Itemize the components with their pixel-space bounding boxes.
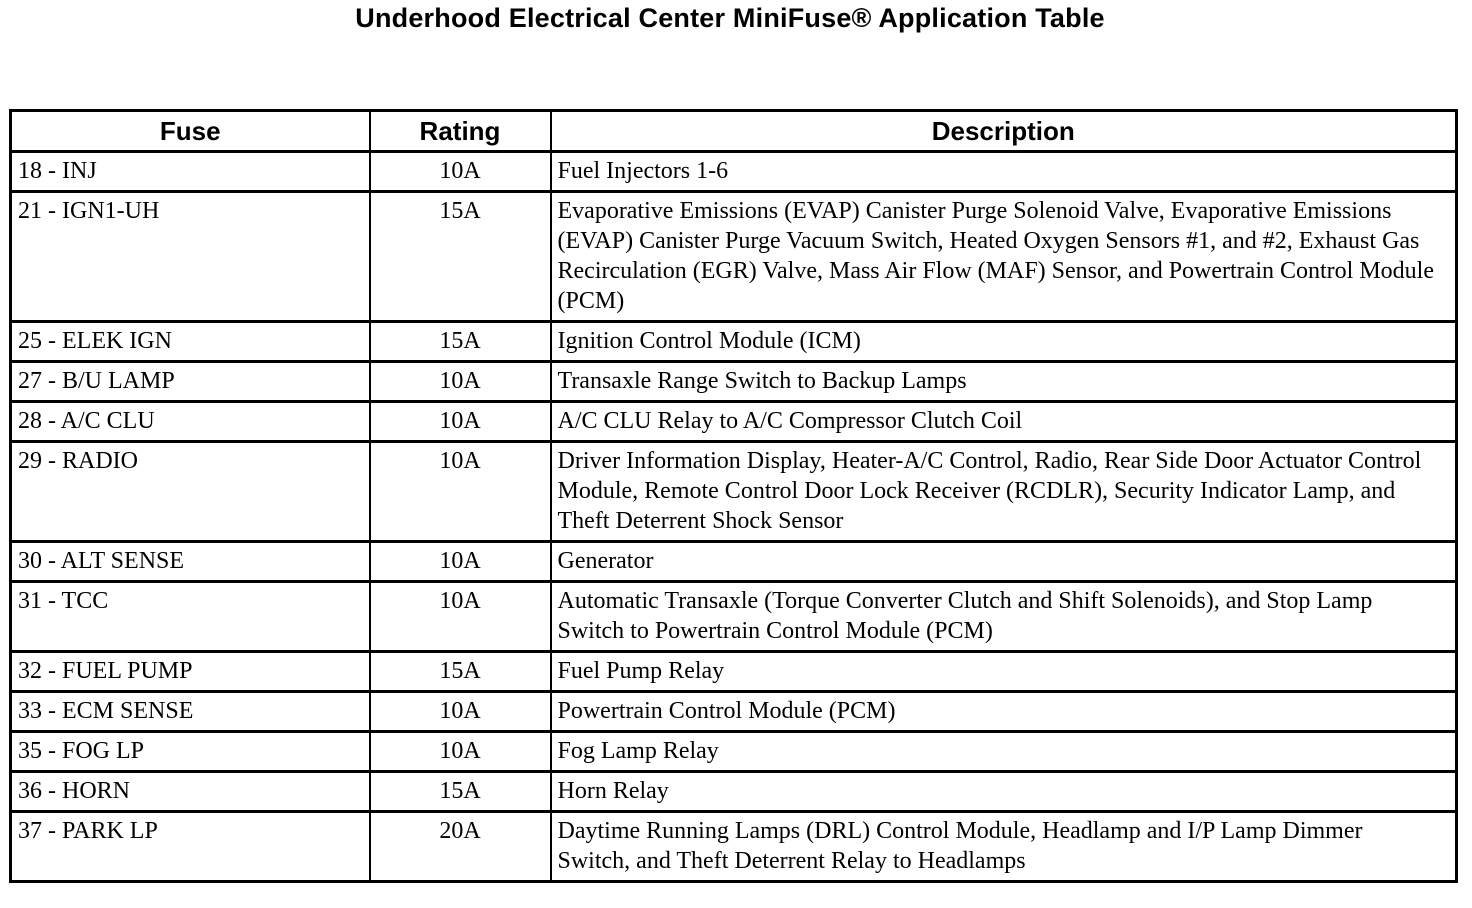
rating-cell: 10A — [370, 362, 551, 402]
fuse-cell: 30 - ALT SENSE — [11, 542, 370, 582]
rating-cell: 10A — [370, 442, 551, 542]
description-cell: Fog Lamp Relay — [551, 732, 1457, 772]
table-row — [11, 732, 1457, 772]
fuse-cell: 21 - IGN1-UH — [11, 192, 370, 322]
description-cell: A/C CLU Relay to A/C Compressor Clutch Coil — [551, 402, 1457, 442]
fuse-cell: 32 - FUEL PUMP — [11, 652, 370, 692]
table-row — [11, 692, 1457, 732]
table-row — [11, 192, 1457, 322]
rating-cell: 10A — [370, 582, 551, 652]
description-cell: Automatic Transaxle (Torque Converter Clutch and Shift Solenoids), and Stop Lamp Switch to Powertrain Control Module (PCM) — [551, 582, 1457, 652]
fuse-application-table — [9, 109, 1458, 883]
fuse-cell: 28 - A/C CLU — [11, 402, 370, 442]
description-cell: Powertrain Control Module (PCM) — [551, 692, 1457, 732]
fuse-cell: 31 - TCC — [11, 582, 370, 652]
rating-cell: 10A — [370, 542, 551, 582]
rating-column-header: Rating — [370, 111, 551, 152]
rating-cell: 10A — [370, 732, 551, 772]
description-column-header: Description — [551, 111, 1457, 152]
rating-cell: 10A — [370, 692, 551, 732]
table-row — [11, 652, 1457, 692]
fuse-cell: 25 - ELEK IGN — [11, 322, 370, 362]
fuse-cell: 33 - ECM SENSE — [11, 692, 370, 732]
description-cell: Transaxle Range Switch to Backup Lamps — [551, 362, 1457, 402]
description-cell: Generator — [551, 542, 1457, 582]
description-cell: Fuel Injectors 1-6 — [551, 152, 1457, 192]
description-cell: Ignition Control Module (ICM) — [551, 322, 1457, 362]
description-cell: Fuel Pump Relay — [551, 652, 1457, 692]
description-cell: Daytime Running Lamps (DRL) Control Module, Headlamp and I/P Lamp Dimmer Switch, and Theft Deterrent Relay to Headlamps — [551, 812, 1457, 882]
rating-cell: 15A — [370, 652, 551, 692]
fuse-column-header: Fuse — [11, 111, 370, 152]
rating-cell: 20A — [370, 812, 551, 882]
fuse-cell: 35 - FOG LP — [11, 732, 370, 772]
fuse-cell: 37 - PARK LP — [11, 812, 370, 882]
table-row — [11, 362, 1457, 402]
table-row — [11, 442, 1457, 542]
description-cell: Driver Information Display, Heater-A/C Control, Radio, Rear Side Door Actuator Control Module, Remote Control Door Lock Receiver (RCDLR), Security Indicator Lamp, and Theft Deterrent Shock Sensor — [551, 442, 1457, 542]
rating-cell: 15A — [370, 772, 551, 812]
table-row — [11, 582, 1457, 652]
rating-cell: 15A — [370, 192, 551, 322]
table-row — [11, 772, 1457, 812]
fuse-cell: 29 - RADIO — [11, 442, 370, 542]
page-title: Underhood Electrical Center MiniFuse® Application Table — [355, 3, 1105, 33]
description-cell: Evaporative Emissions (EVAP) Canister Purge Solenoid Valve, Evaporative Emissions (EVAP) Canister Purge Vacuum Switch, Heated Oxygen Sensors #1, and #2, Exhaust Gas Recirculation (EGR) Valve, Mass Air Flow (MAF) Sensor, and Powertrain Control Module (PCM) — [551, 192, 1457, 322]
fuse-cell: 27 - B/U LAMP — [11, 362, 370, 402]
rating-cell: 15A — [370, 322, 551, 362]
table-row — [11, 152, 1457, 192]
description-cell: Horn Relay — [551, 772, 1457, 812]
fuse-cell: 36 - HORN — [11, 772, 370, 812]
table-row — [11, 402, 1457, 442]
fuse-cell: 18 - INJ — [11, 152, 370, 192]
table-row — [11, 322, 1457, 362]
rating-cell: 10A — [370, 152, 551, 192]
table-header-row — [11, 111, 1457, 152]
table-row — [11, 542, 1457, 582]
rating-cell: 10A — [370, 402, 551, 442]
table-row — [11, 812, 1457, 882]
